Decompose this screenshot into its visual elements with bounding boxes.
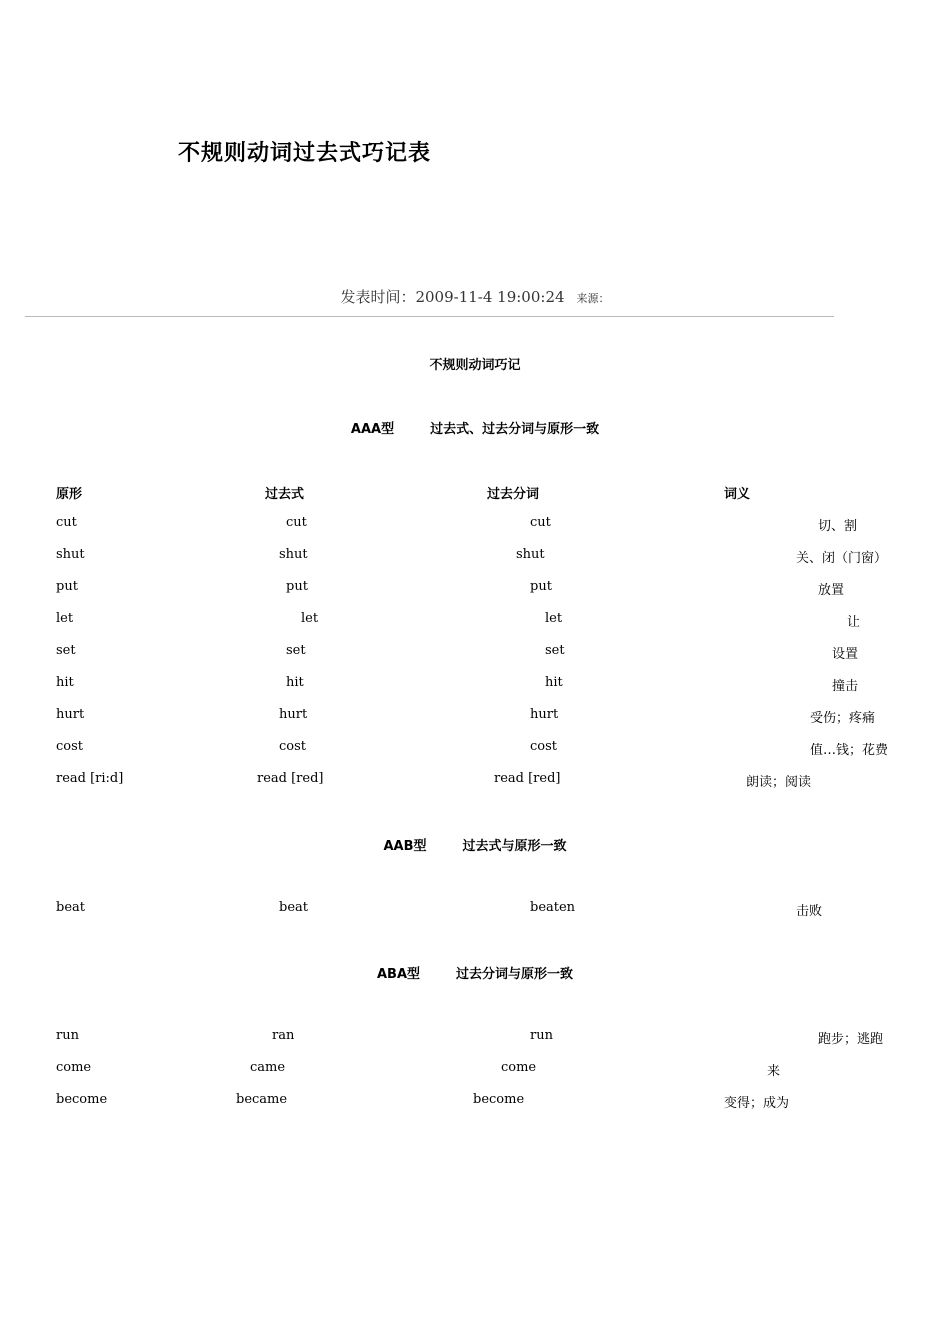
column-header-past: 过去式 <box>265 487 305 502</box>
table-cell: shut <box>516 547 545 562</box>
table-cell: became <box>236 1092 288 1107</box>
divider <box>25 316 834 317</box>
table-cell: cut <box>530 515 551 530</box>
table-cell: let <box>545 611 563 626</box>
table-cell: let <box>56 611 74 626</box>
table-cell: 关、闭（门窗） <box>796 551 888 566</box>
table-cell: ran <box>272 1028 295 1043</box>
section-desc: 过去分词与原形一致 <box>456 967 574 982</box>
page-title: 不规则动词过去式巧记表 <box>178 141 432 166</box>
table-cell: 设置 <box>832 647 859 662</box>
table-cell: 击败 <box>796 904 823 919</box>
source-label: 来源： <box>576 292 610 305</box>
table-cell: cut <box>56 515 77 530</box>
table-cell: shut <box>279 547 308 562</box>
table-cell: cost <box>279 739 307 754</box>
table-cell: cost <box>530 739 558 754</box>
section-type: AAA型 <box>350 422 395 437</box>
table-cell: beaten <box>530 900 576 915</box>
section-type: ABA型 <box>376 967 420 982</box>
table-cell: beat <box>56 900 85 915</box>
table-cell: 变得；成为 <box>724 1096 790 1111</box>
main-heading: 不规则动词巧记 <box>429 358 521 373</box>
table-cell: hit <box>56 675 74 690</box>
section-desc: 过去式与原形一致 <box>462 839 567 854</box>
table-cell: run <box>530 1028 553 1043</box>
table-cell: put <box>56 579 78 594</box>
table-cell: let <box>301 611 319 626</box>
table-cell: set <box>56 643 76 658</box>
publish-meta <box>0 286 950 307</box>
column-header-participle: 过去分词 <box>487 487 540 502</box>
table-cell: came <box>250 1060 286 1075</box>
table-cell: shut <box>56 547 85 562</box>
table-cell: hurt <box>56 707 85 722</box>
column-header-meaning: 词义 <box>724 487 751 502</box>
table-cell: 撞击 <box>832 679 859 694</box>
table-cell: read [red] <box>257 771 324 786</box>
table-cell: hit <box>286 675 304 690</box>
table-cell: 值…钱；花费 <box>810 743 889 758</box>
table-cell: 朗读；阅读 <box>746 775 812 790</box>
table-cell: become <box>56 1092 108 1107</box>
section-desc: 过去式、过去分词与原形一致 <box>430 422 600 437</box>
table-cell: become <box>473 1092 525 1107</box>
table-cell: come <box>56 1060 92 1075</box>
table-cell: 跑步；逃跑 <box>818 1032 884 1047</box>
section-heading-aab <box>0 835 950 854</box>
table-cell: beat <box>279 900 308 915</box>
section-heading-aaa <box>0 418 950 437</box>
table-cell: read [ri:d] <box>56 771 124 786</box>
column-header-base: 原形 <box>56 487 83 502</box>
table-cell: set <box>545 643 565 658</box>
table-cell: put <box>530 579 552 594</box>
table-cell: 来 <box>767 1064 781 1079</box>
table-cell: hit <box>545 675 563 690</box>
table-cell: 放置 <box>818 583 845 598</box>
table-cell: put <box>286 579 308 594</box>
table-cell: hurt <box>279 707 308 722</box>
publish-time: 发表时间：2009-11-4 19:00:24 <box>340 288 565 306</box>
table-cell: cost <box>56 739 84 754</box>
table-cell: read [red] <box>494 771 561 786</box>
table-cell: come <box>501 1060 537 1075</box>
section-heading-aba <box>0 963 950 982</box>
table-cell: cut <box>286 515 307 530</box>
table-cell: 让 <box>847 615 861 630</box>
table-cell: run <box>56 1028 79 1043</box>
table-cell: hurt <box>530 707 559 722</box>
section-type: AAB型 <box>383 839 427 854</box>
table-cell: 受伤；疼痛 <box>810 711 876 726</box>
table-cell: 切、割 <box>818 519 858 534</box>
table-cell: set <box>286 643 306 658</box>
